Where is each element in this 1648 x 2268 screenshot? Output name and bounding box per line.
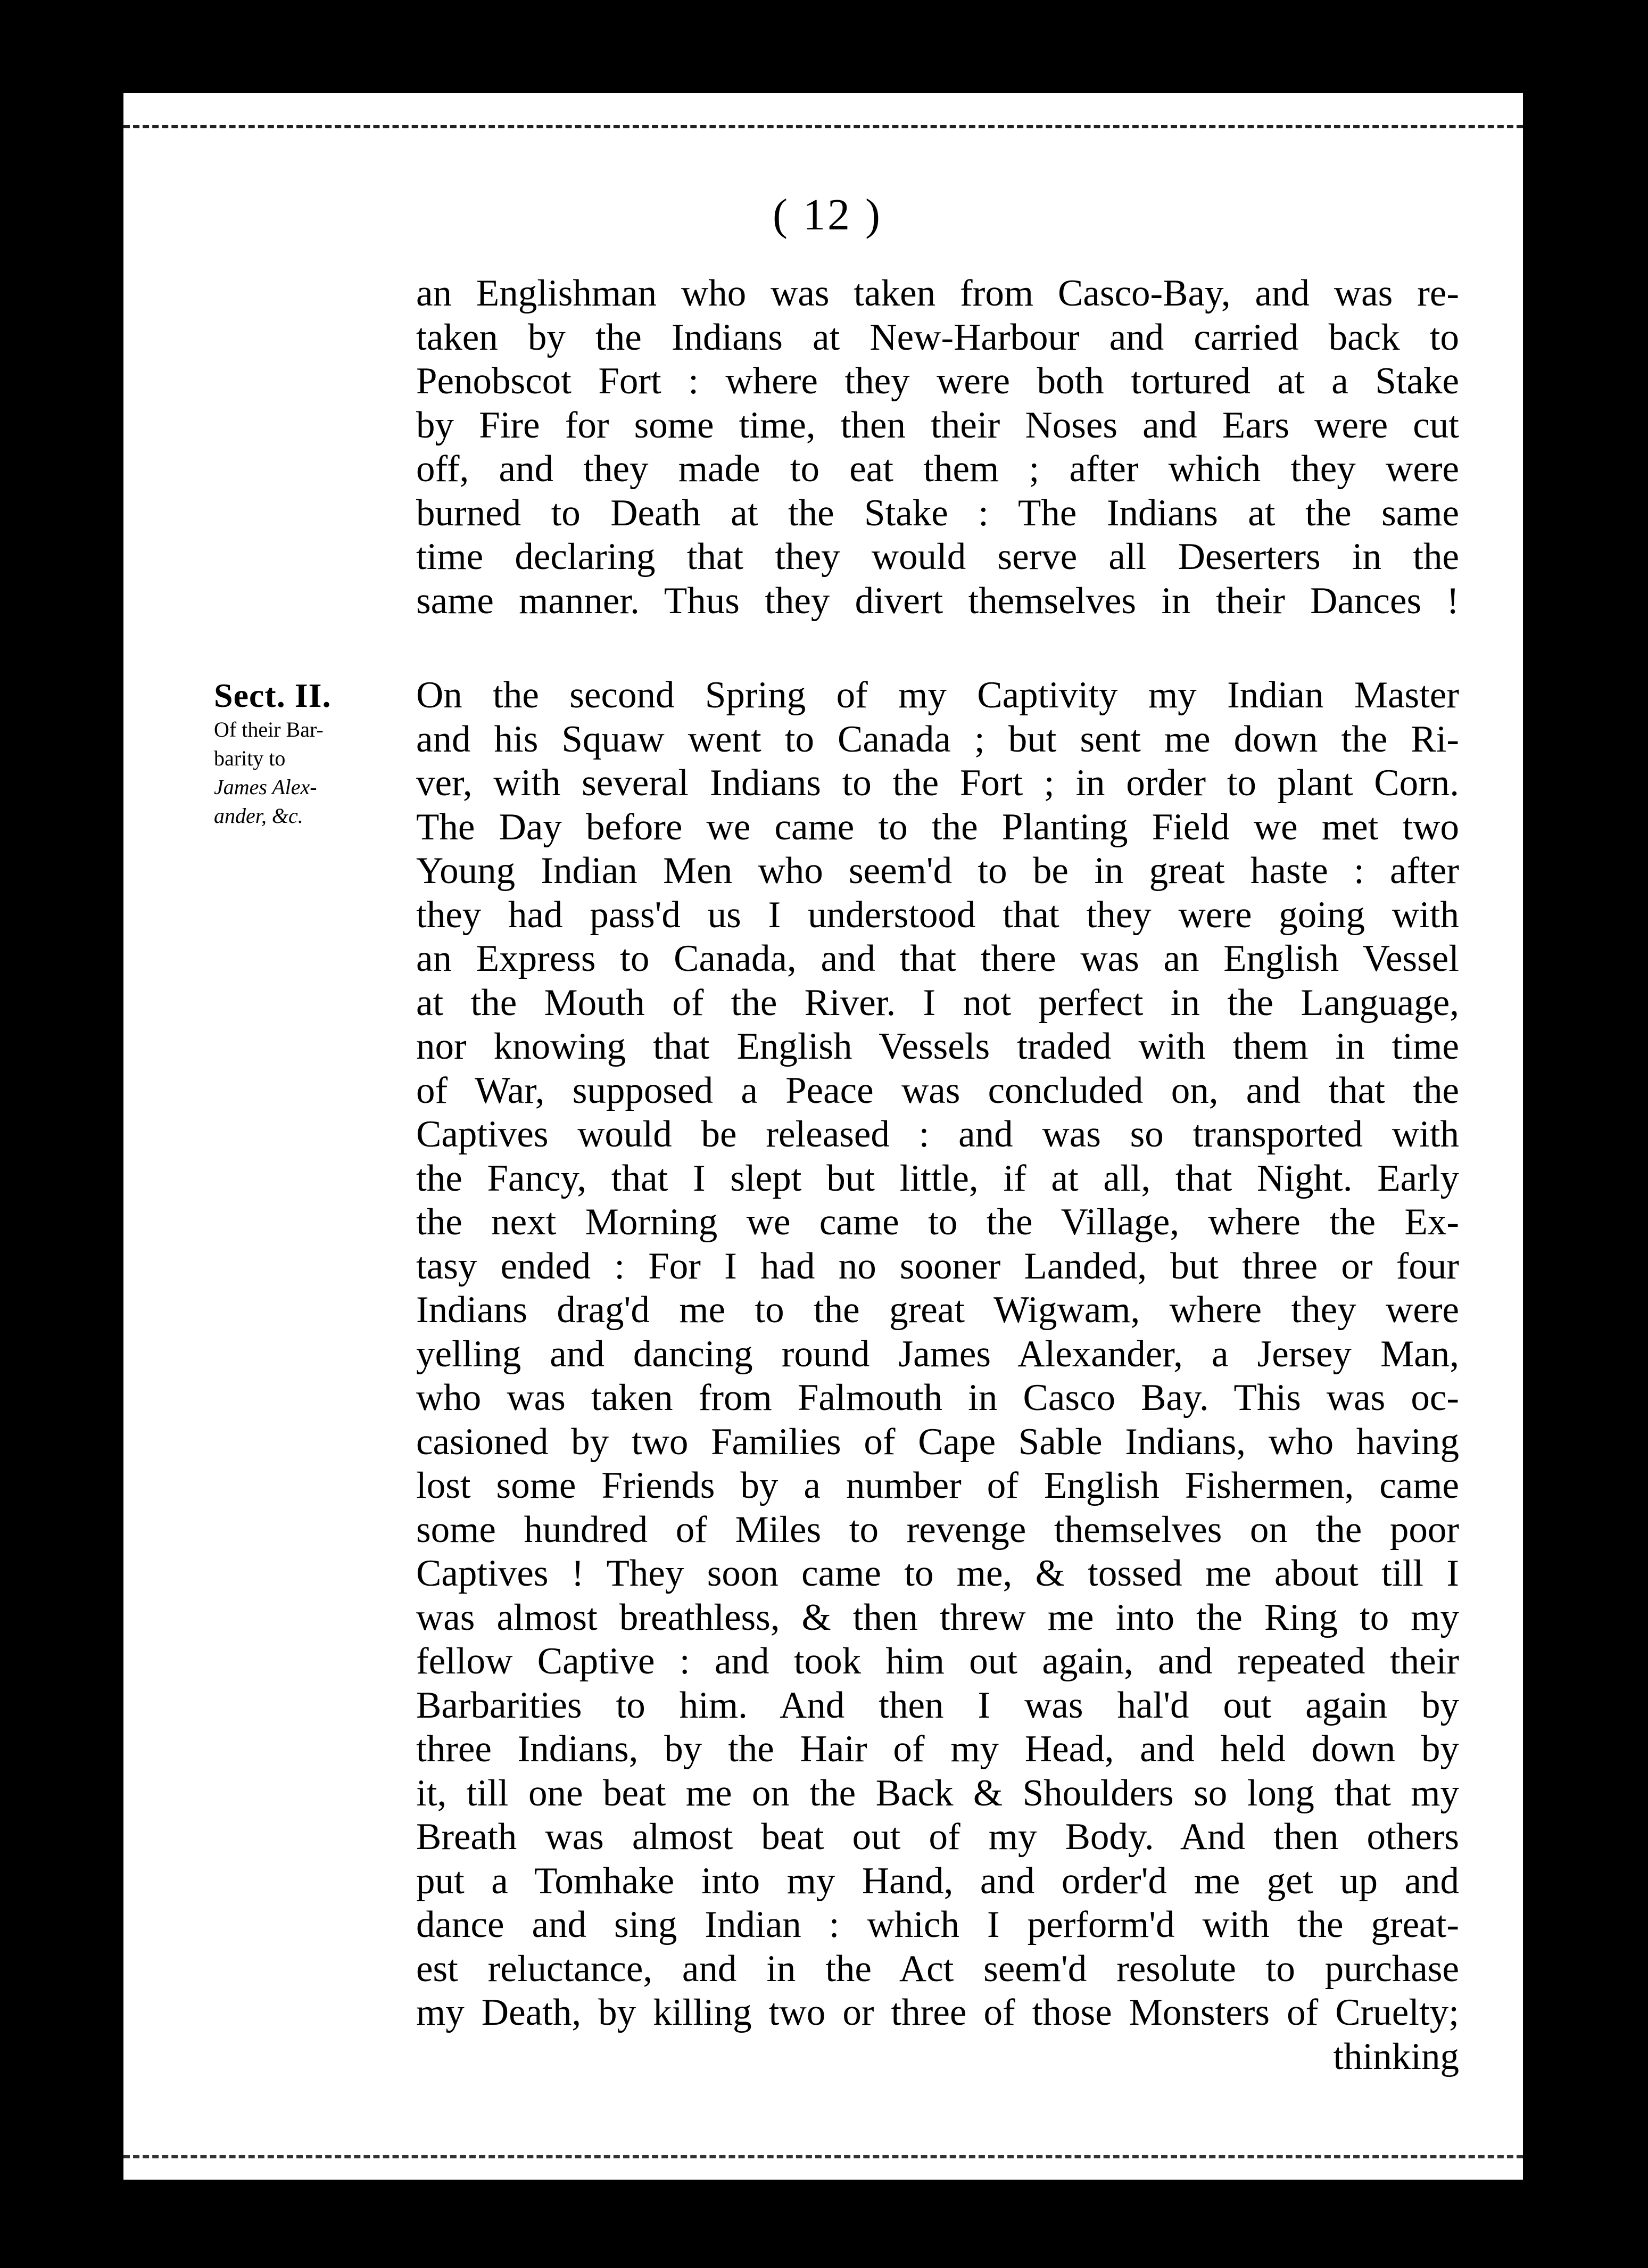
text-line: an Englishman who was taken from Casco-Bay, and was re-: [416, 273, 1459, 314]
text-line: fellow Captive : and took him out again, and repeated their: [416, 1640, 1459, 1682]
text-line: put a Tomhake into my Hand, and order'd me get up and: [416, 1860, 1459, 1902]
page-number: ( 12 ): [773, 190, 882, 240]
text-line: the Fancy, that I slept but little, if at all, that Night. Early: [416, 1157, 1459, 1199]
text-line: burned to Death at the Stake : The Indians at the same: [416, 492, 1459, 534]
margin-note-line: barity to: [214, 746, 286, 770]
text-line: Indians drag'd me to the great Wigwam, where they were: [416, 1289, 1459, 1331]
margin-note-line: James Alex-: [214, 775, 317, 799]
text-line: est reluctance, and in the Act seem'd resolute to purchase: [416, 1948, 1459, 1990]
margin-note: [214, 676, 395, 830]
text-line: my Death, by killing two or three of those Monsters of Cruelty;: [416, 1992, 1459, 2033]
text-line: Barbarities to him. And then I was hal'd out again by: [416, 1684, 1459, 1726]
paragraph-2: [416, 673, 1459, 2079]
text-line: Captives would be released : and was so transported with: [416, 1114, 1459, 1155]
text-line: Penobscot Fort : where they were both tortured at a Stake: [416, 360, 1459, 402]
text-line: who was taken from Falmouth in Casco Bay. This was oc-: [416, 1377, 1459, 1418]
book-page: [123, 93, 1523, 2180]
text-line: tasy ended : For I had no sooner Landed, but three or four: [416, 1245, 1459, 1287]
text-line: by Fire for some time, then their Noses and Ears were cut: [416, 404, 1459, 446]
section-label: Sect. II.: [214, 677, 332, 714]
text-line: Breath was almost beat out of my Body. And then others: [416, 1816, 1459, 1858]
text-line: The Day before we came to the Planting Field we met two: [416, 806, 1459, 848]
text-line: some hundred of Miles to revenge themselves on the poor: [416, 1508, 1459, 1551]
text-line: taken by the Indians at New-Harbour and carried back to: [416, 316, 1459, 358]
text-line: they had pass'd us I understood that they were going with: [416, 894, 1459, 936]
text-line: an Express to Canada, and that there was an English Vessel: [416, 938, 1459, 979]
text-line: same manner. Thus they divert themselves in their Dances !: [416, 580, 1459, 622]
text-line: ver, with several Indians to the Fort ; in order to plant Corn.: [416, 762, 1459, 804]
text-line: yelling and dancing round James Alexander, a Jersey Man,: [416, 1333, 1459, 1375]
text-line: was almost breathless, & then threw me into the Ring to my: [416, 1596, 1459, 1638]
catchword: thinking: [1333, 2035, 1459, 2077]
text-line: dance and sing Indian : which I perform'd with the great-: [416, 1904, 1459, 1945]
paragraph-1: [416, 271, 1459, 623]
text-line: it, till one beat me on the Back & Shoulders so long that my: [416, 1772, 1459, 1814]
text-line: off, and they made to eat them ; after which they were: [416, 448, 1459, 490]
text-line: at the Mouth of the River. I not perfect in the Language,: [416, 982, 1459, 1024]
margin-note-line: ander, &c.: [214, 804, 303, 828]
text-line: three Indians, by the Hair of my Head, and held down by: [416, 1728, 1459, 1770]
text-line: lost some Friends by a number of English Fishermen, came: [416, 1465, 1459, 1506]
text-line: Captives ! They soon came to me, & tossed me about till I: [416, 1553, 1459, 1594]
bottom-rule: [123, 2155, 1523, 2164]
top-rule: [123, 93, 1523, 128]
text-line: On the second Spring of my Captivity my Indian Master: [416, 674, 1459, 716]
text-line: and his Squaw went to Canada ; but sent me down the Ri-: [416, 718, 1459, 760]
text-line: nor knowing that English Vessels traded with them in time: [416, 1026, 1459, 1067]
text-line: casioned by two Families of Cape Sable Indians, who having: [416, 1421, 1459, 1463]
margin-note-line: Of their Bar-: [214, 717, 324, 741]
text-line: of War, supposed a Peace was concluded on, and that the: [416, 1069, 1459, 1111]
text-line: the next Morning we came to the Village, where the Ex-: [416, 1201, 1459, 1243]
text-line: time declaring that they would serve all Deserters in the: [416, 536, 1459, 578]
text-line: Young Indian Men who seem'd to be in great haste : after: [416, 850, 1459, 892]
